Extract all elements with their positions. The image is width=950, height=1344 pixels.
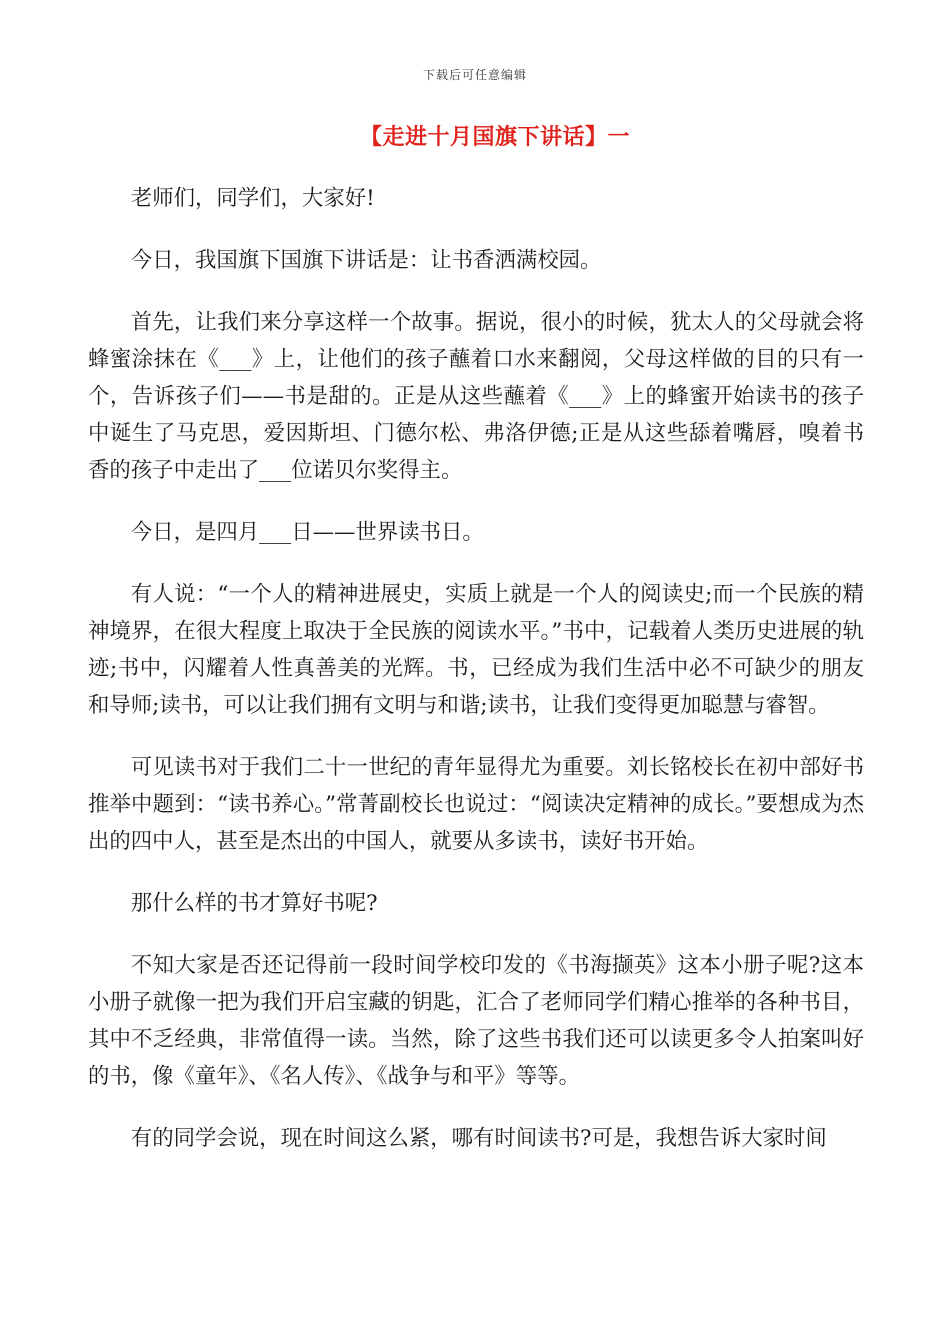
paragraph-booklet: 不知大家是否还记得前一段时间学校印发的《书海撷英》这本小册子呢?这本小册子就像一把为我们开启宝藏的钥匙，汇合了老师同学们精心推举的各种书目，其中不乏经典，非常值得一读。当然，除了这些书我们还可以读更多令人拍案叫好的书，像《童年》、《名人传》、《战争与和平》等等。 bbox=[88, 953, 864, 1089]
paragraph-greeting: 老师们，同学们，大家好! bbox=[130, 186, 375, 211]
header-note: 下载后可任意编辑 bbox=[422, 68, 527, 82]
paragraph-quote: 有人说：“一个人的精神进展史，实质上就是一个人的阅读史;而一个民族的精神境界，在很大程度上取决于全民族的阅读水平。”书中，记载着人类历史进展的轨迹;书中，闪耀着人性真善美的光辉。书，已经成为我们生活中必不可缺少的朋友和导师;读书，可以让我们拥有文明与和谐;读书，让我们变得更加聪慧与睿智。 bbox=[88, 582, 864, 718]
speech-body bbox=[88, 180, 864, 1182]
document-title: 【走进十月国旗下讲话】一 bbox=[359, 125, 630, 150]
paragraph-time: 有的同学会说，现在时间这么紧，哪有时间读书?可是，我想告诉大家时间 bbox=[130, 1126, 827, 1151]
paragraph-topic: 今日，我国旗下国旗下讲话是：让书香洒满校园。 bbox=[130, 248, 602, 273]
paragraph-reading-day: 今日，是四月___日——世界读书日。 bbox=[130, 520, 484, 545]
paragraph-importance: 可见读书对于我们二十一世纪的青年显得尤为重要。刘长铭校长在初中部好书推举中题到：“读书养心。”常菁副校长也说过：“阅读决定精神的成长。”要想成为杰出的四中人，甚至是杰出的中国人，就要从多读书，读好书开始。 bbox=[88, 755, 864, 854]
paragraph-story: 首先，让我们来分享这样一个故事。据说，很小的时候，犹太人的父母就会将蜂蜜涂抹在《___》上，让他们的孩子蘸着口水来翻阅，父母这样做的目的只有一个，告诉孩子们——书是甜的。正是从这些蘸着《___》上的蜂蜜开始读书的孩子中诞生了马克思，爱因斯坦、门德尔松、弗洛伊德;正是从这些舔着嘴唇，嗅着书香的孩子中走出了___位诺贝尔奖得主。 bbox=[88, 310, 864, 483]
paragraph-question: 那什么样的书才算好书呢? bbox=[130, 891, 378, 916]
